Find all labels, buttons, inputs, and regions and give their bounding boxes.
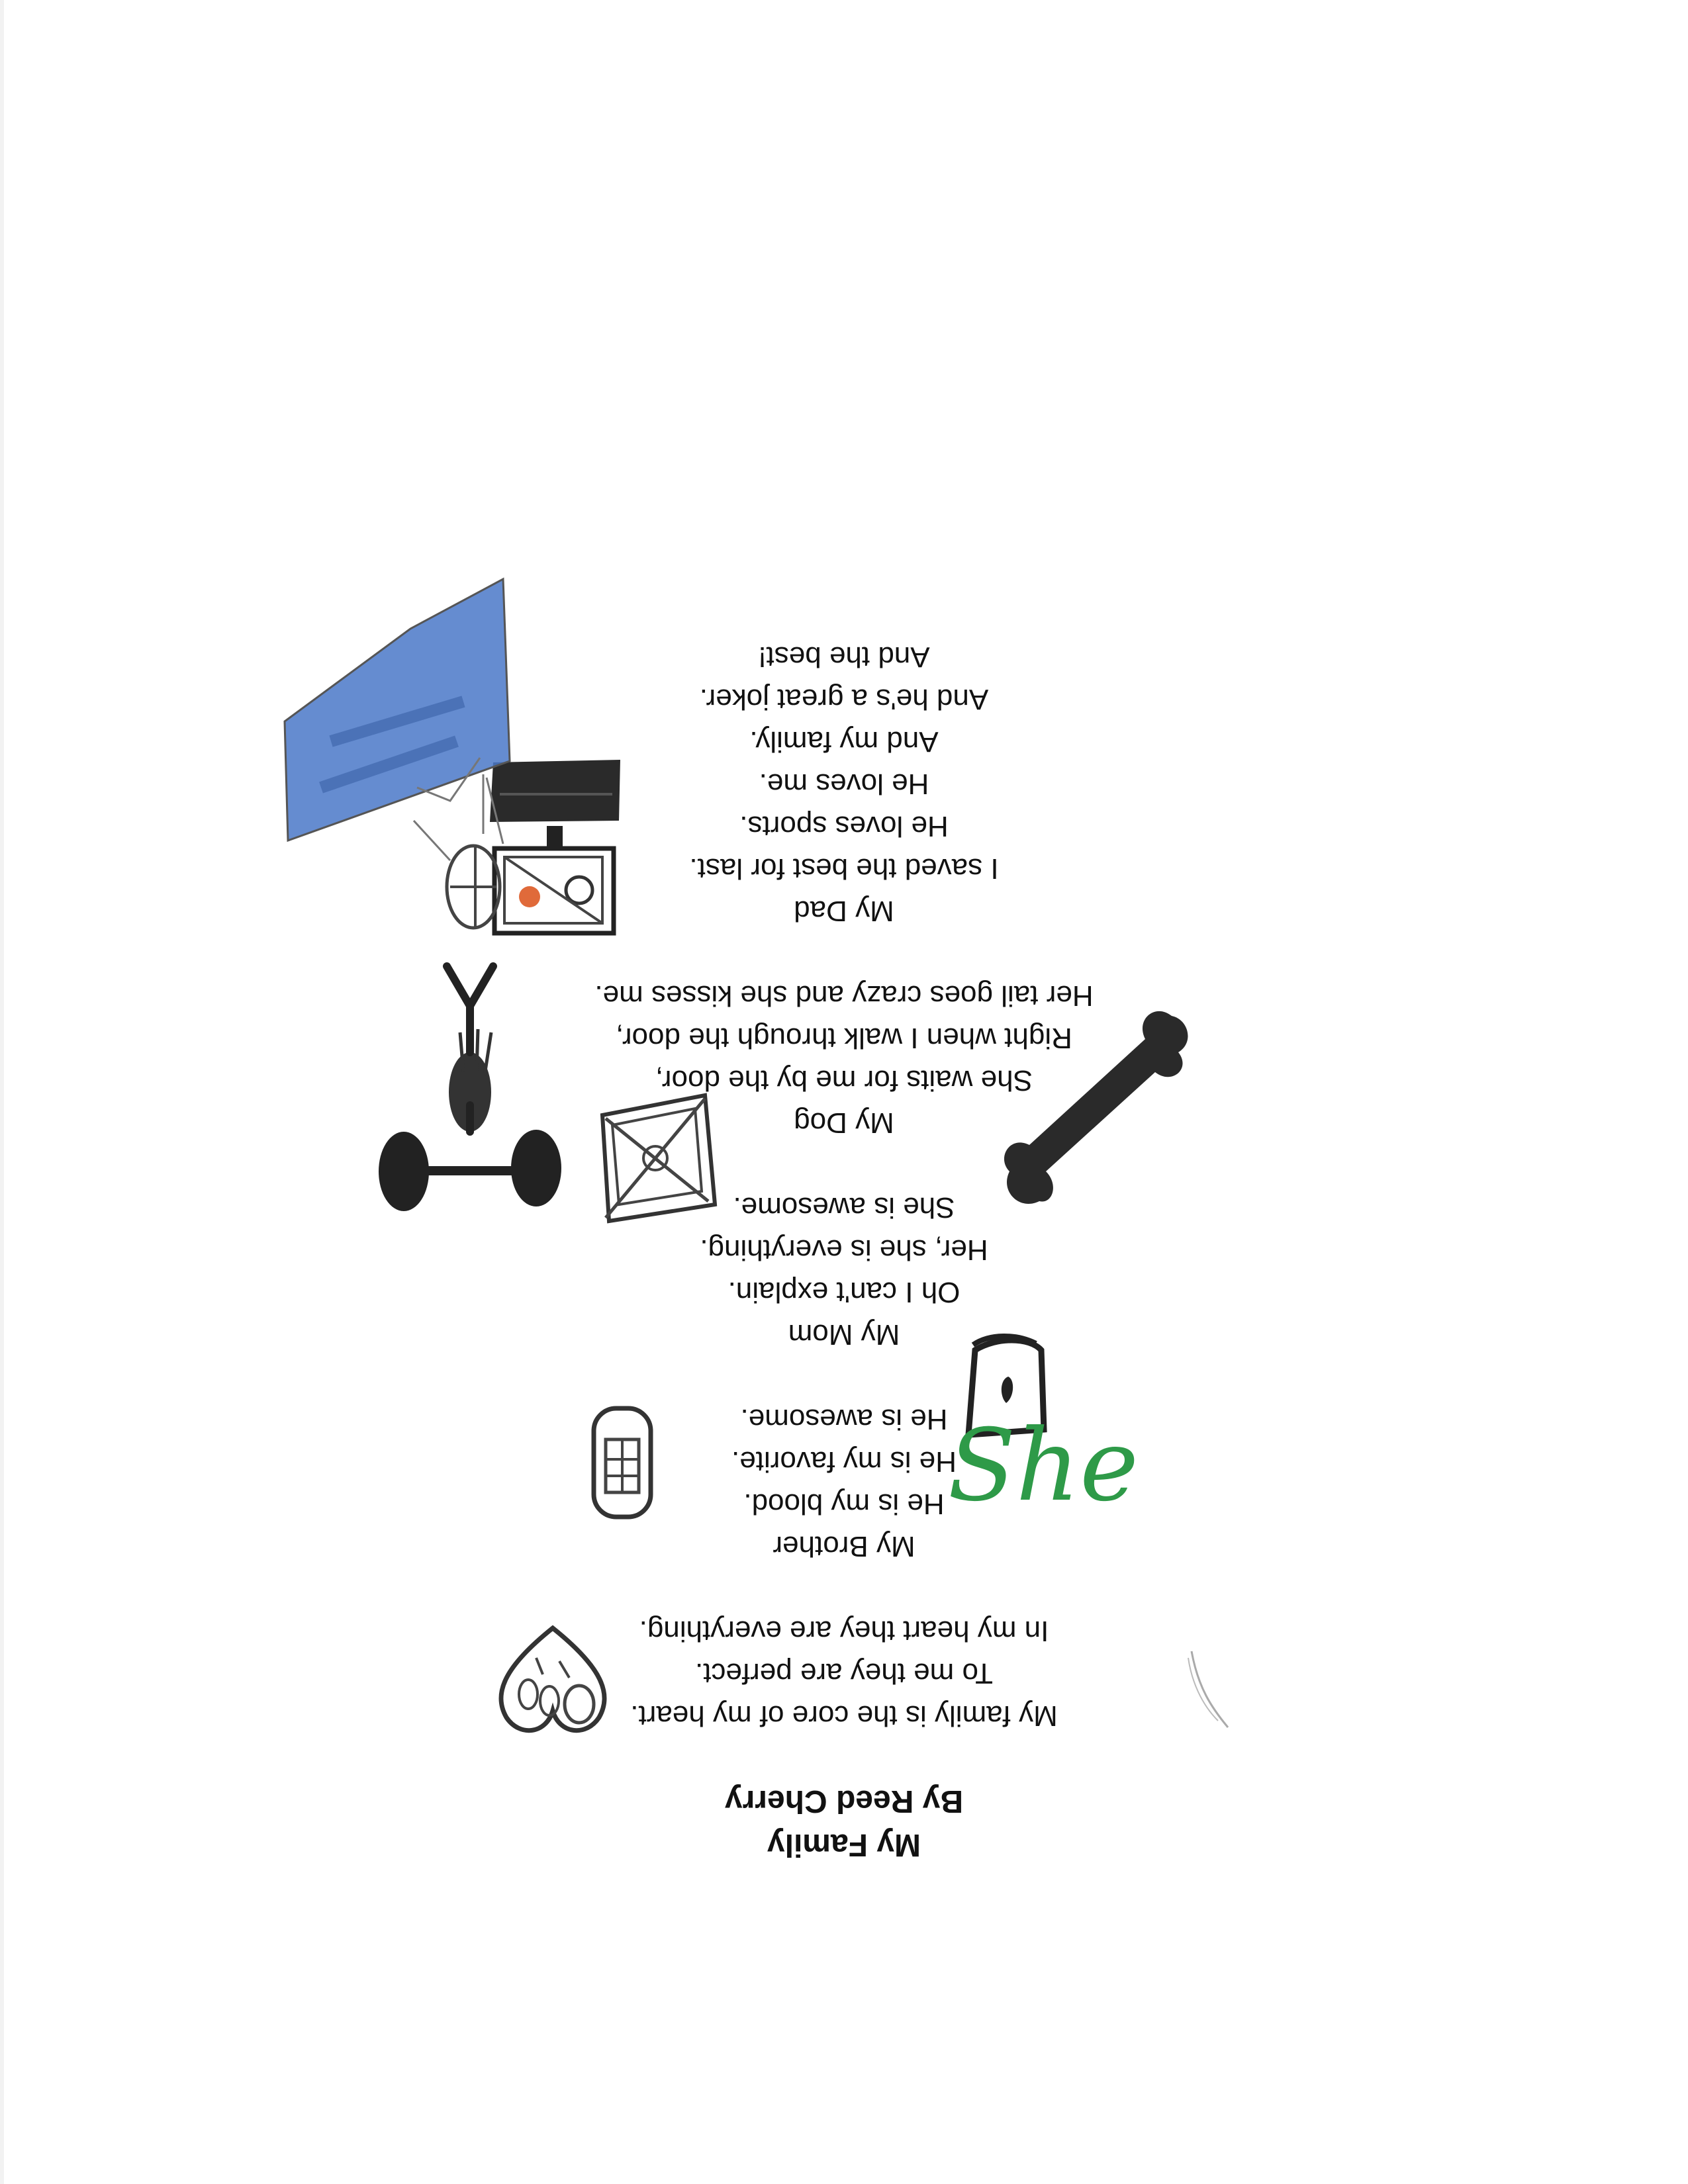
- bone-icon: [986, 993, 1198, 1218]
- frame-icon: [589, 1085, 735, 1231]
- stanza-heading: My Dog: [794, 1107, 894, 1139]
- poem-line: Her tail goes crazy and she kisses me.: [594, 979, 1094, 1012]
- scan-edge: [0, 0, 4, 2184]
- poem-line: He is awesome.: [740, 1403, 948, 1435]
- poem-line: He loves sports.: [739, 810, 949, 842]
- poem-line: She is awesome.: [733, 1191, 955, 1224]
- pencil-mark: [1178, 1641, 1238, 1734]
- she-handwriting: She: [947, 1408, 1139, 1524]
- poem-line: My family is the core of my heart.: [630, 1700, 1058, 1732]
- stanza-heading: My Dad: [794, 895, 894, 927]
- poem-line: In my heart they are everything.: [639, 1615, 1049, 1647]
- poem-line: Her, she is everything.: [700, 1234, 988, 1266]
- poem-author: By Reed Cherry: [724, 1784, 964, 1819]
- barbell-icon: [377, 946, 563, 1231]
- poem-line: I saved the best for last.: [689, 852, 999, 885]
- poem-line: To me they are perfect.: [695, 1657, 993, 1690]
- stanza-heading: My Brother: [773, 1530, 915, 1563]
- wagon-icon: [245, 556, 549, 940]
- poem-line: He loves me.: [759, 768, 929, 800]
- poem-line: And my family.: [749, 725, 939, 758]
- heart-icon: [490, 1621, 616, 1741]
- poem-line: Oh I can't explain.: [727, 1276, 961, 1308]
- poem-line: He is my favorite.: [731, 1445, 957, 1478]
- phone-icon: [586, 1403, 659, 1522]
- poem-line: And the best!: [758, 641, 930, 673]
- poem-line: He is my blood.: [743, 1488, 945, 1520]
- poem-line: And he's a great joker.: [699, 683, 989, 715]
- stanza-heading: My Mom: [788, 1318, 900, 1351]
- poem-line: She waits for me by the door,: [655, 1064, 1033, 1097]
- poem-line: Right when I walk through the door,: [616, 1022, 1072, 1054]
- poem-title: My Family: [767, 1827, 921, 1862]
